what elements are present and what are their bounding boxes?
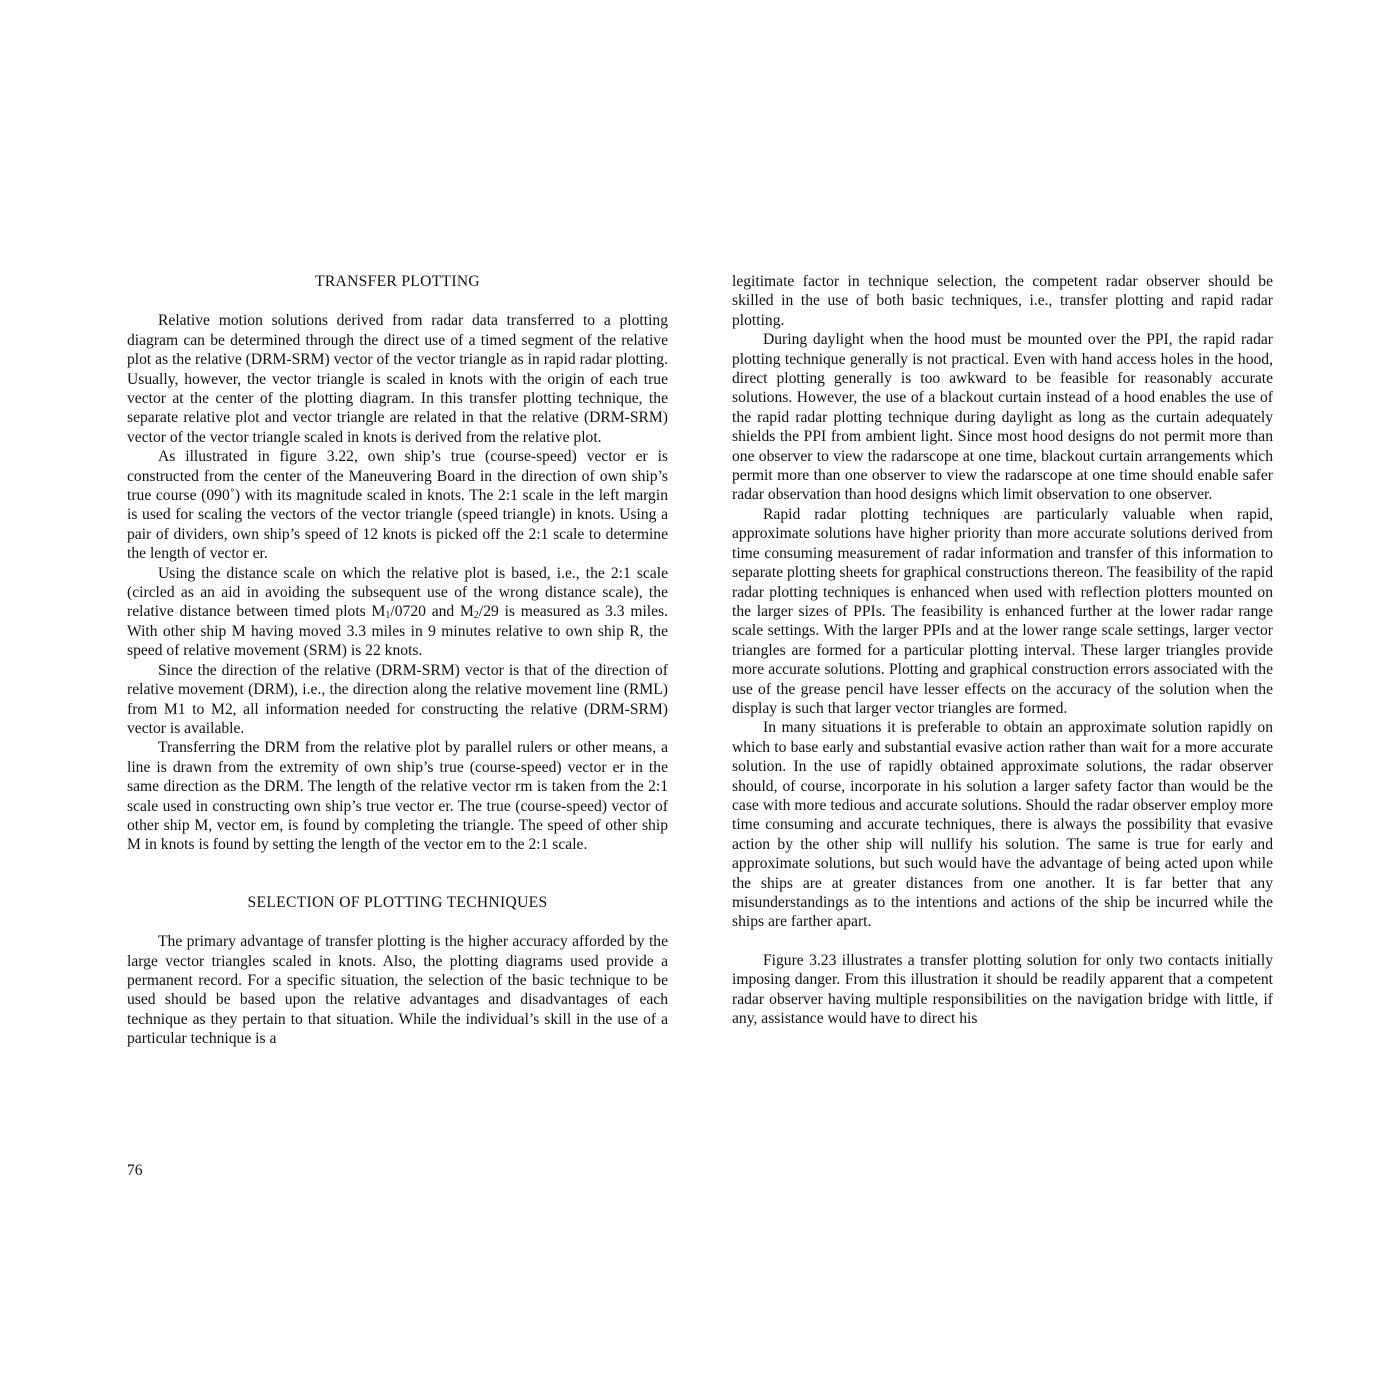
subscript: 2 bbox=[473, 610, 479, 622]
paragraph-text: Using the distance scale on which the relative plot is based, i.e., the 2:1 scale (circled as an aid in avoiding the subsequent use of the wrong distance scale), the relative distance between timed plots M bbox=[127, 564, 668, 621]
paragraph: Transferring the DRM from the relative plot by parallel rulers or other means, a line is drawn from the extremity of own ship’s true (course-speed) vector er in the same direction as the DRM. The length of the relative vector rm is taken from the 2:1 scale used in constructing own ship’s true vector er. The true (course-speed) vector of other ship M, vector em, is found by completing the triangle. The speed of other ship M in knots is found by setting the length of the vector em to the 2:1 scale. bbox=[127, 739, 668, 854]
paragraph: Figure 3.23 illustrates a transfer plotting solution for only two contacts initially imposing danger. From this illustration it should be readily apparent that a competent radar observer having multiple responsibilities on the navigation bridge with little, if any, assistance would have to direct his bbox=[732, 951, 1273, 1028]
paragraph-continued: legitimate factor in technique selection, the competent radar observer should be skilled in the use of both basic techniques, i.e., transfer plotting and rapid radar plotting. bbox=[732, 273, 1273, 329]
section-spacer bbox=[127, 855, 668, 893]
section-heading-transfer-plotting: TRANSFER PLOTTING bbox=[315, 273, 480, 290]
paragraph: The primary advantage of transfer plotting is the higher accuracy afforded by the large vector triangles scaled in knots. Also, the plotting diagrams used provide a permanent record. For a specific situation, the selection of the basic technique to be used should be based upon the relative advantages and disadvantages of each technique as they pertain to that situation. While the individual’s skill in the use of a particular technique is a bbox=[127, 933, 668, 1048]
paragraph: During daylight when the hood must be mounted over the PPI, the rapid radar plotting technique generally is not practical. Even with hand access holes in the hood, direct plotting generally is too awkward to be feasible for reasonably accurate solutions. However, the use of a blackout curtain instead of a hood enables the use of the rapid radar plotting technique during daylight as long as the curtain adequately shields the PPI from ambient light. Since most hood designs do not permit more than one observer to view the radarscope at one time, blackout curtain arrangements which permit more than one observer to view the radarscope at one time should enable safer radar observation than hood designs which limit observation to one observer. bbox=[732, 331, 1273, 504]
paragraph: Relative motion solutions derived from radar data transferred to a plotting diagram can be determined through the direct use of a timed segment of the relative plot as the relative (DRM-SRM) vector of the vector triangle as in rapid radar plotting. Usually, however, the vector triangle is scaled in knots with the origin of each true vector at the center of the plotting diagram. In this transfer plotting technique, the separate relative plot and vector triangle are related in that the relative (DRM-SRM) vector of the vector triangle scaled in knots is derived from the relative plot. bbox=[127, 312, 668, 446]
section-heading-selection-of-plotting-techniques: SELECTION OF PLOTTING TECHNIQUES bbox=[247, 893, 548, 911]
right-column bbox=[732, 272, 1273, 1028]
subscript: 1 bbox=[385, 610, 391, 622]
paragraph-text: /0720 and M bbox=[390, 603, 474, 621]
heading-spacer bbox=[127, 912, 668, 932]
paragraph: As illustrated in figure 3.22, own ship’s true (course-speed) vector er is constructed from the center of the Maneuvering Board in the direction of own ship’s true course (090˚) with its magnitude scaled in knots. The 2:1 scale in the left margin is used for scaling the vectors of the vector triangle (speed triangle) in knots. Using a pair of dividers, own ship’s speed of 12 knots is picked off the 2:1 scale to determine the length of vector er. bbox=[127, 448, 668, 563]
paragraph: In many situations it is preferable to obtain an approximate solution rapidly on which to base early and substantial evasive action rather than wait for a more accurate solution. In the use of rapidly obtained approximate solutions, the radar observer should, of course, incorporate in his solution a larger safety factor than would be the case with more tedious and accurate solutions. Should the radar observer employ more time consuming and accurate techniques, there is always the possibility that evasive action by the other ship will nullify his solution. The same is true for early and approximate solutions, but such would have the advantage of being acted upon while the ships are at greater distances from one another. It is far better that any misunderstandings as to the intentions and actions of the ship be incurred while the ships are farther apart. bbox=[732, 719, 1273, 931]
page-number: 76 bbox=[127, 1162, 143, 1179]
paragraph bbox=[127, 564, 668, 661]
heading-spacer bbox=[127, 291, 668, 311]
paragraph-spacer bbox=[732, 932, 1273, 951]
left-column bbox=[127, 272, 668, 1049]
paragraph: Since the direction of the relative (DRM-SRM) vector is that of the direction of relative movement (DRM), i.e., the direction along the relative movement line (RML) from M1 to M2, all information needed for constructing the relative (DRM-SRM) vector is available. bbox=[127, 661, 668, 737]
paragraph: Rapid radar plotting techniques are particularly valuable when rapid, approximate solutions have higher priority than more accurate solutions derived from time consuming measurement of radar information and transfer of this information to separate plotting sheets for graphical constructions thereon. The feasibility of the rapid radar plotting techniques is enhanced when used with reflection plotters mounted on the larger sizes of PPIs. The feasibility is enhanced further at the lower radar range scale settings. With the larger PPIs and at the lower range scale settings, larger vector triangles are formed for a particular plotting interval. These larger triangles provide more accurate solutions. Plotting and graphical construction errors associated with the use of the grease pencil have lesser effects on the accuracy of the solution when the display is such that larger vector triangles are formed. bbox=[732, 505, 1273, 717]
paragraph-text: /29 is measured as 3.3 miles. With other ship M having moved 3.3 miles in 9 minutes relative to own ship R, the speed of relative movement (SRM) is 22 knots. bbox=[127, 603, 669, 660]
